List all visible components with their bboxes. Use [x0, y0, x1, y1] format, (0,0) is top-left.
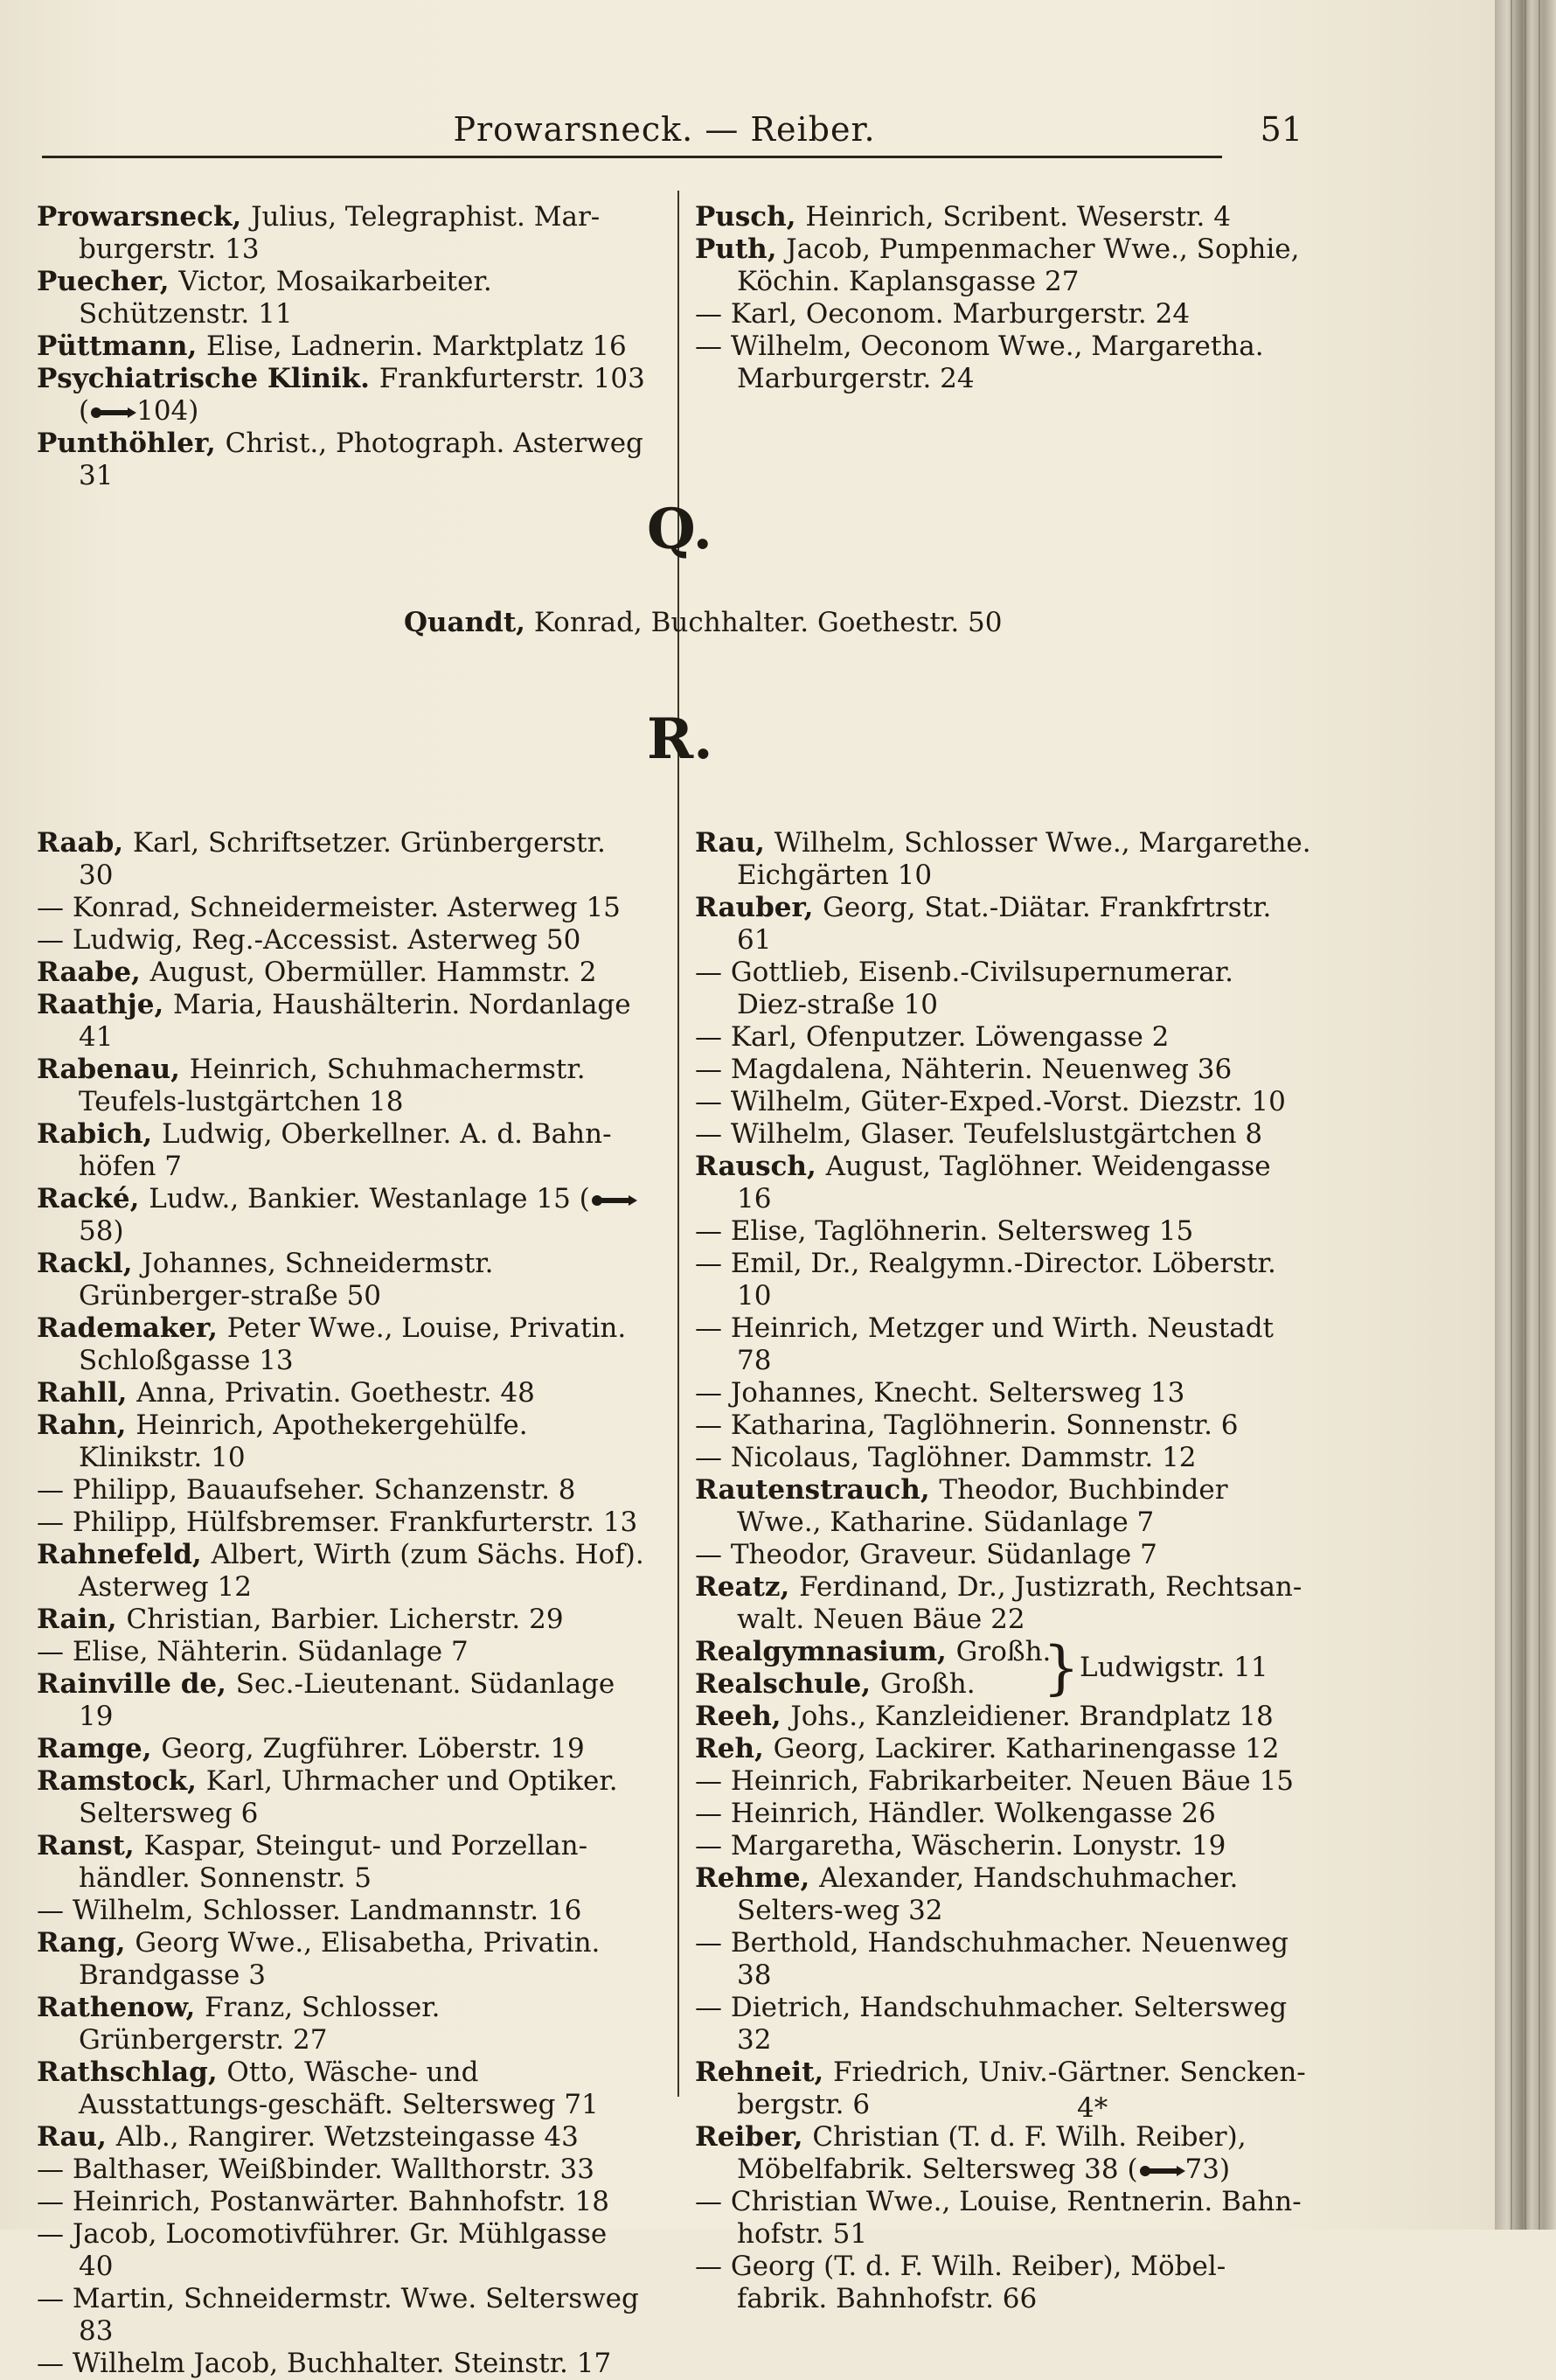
entry-name: Realschule,: [695, 1668, 880, 1700]
directory-entry: [37, 892, 649, 924]
entry-text: — Karl, Ofenputzer. Löwengasse 2: [695, 1021, 1170, 1053]
entry-text: Albert, Wirth (zum Sächs. Hof). Asterweg 12: [79, 1539, 644, 1603]
directory-entry: [37, 1377, 649, 1409]
entry-text: — Nicolaus, Taglöhner. Dammstr. 12: [695, 1442, 1197, 1473]
entry-text: — Theodor, Graveur. Südanlage 7: [695, 1539, 1157, 1570]
entry-text: Julius, Telegraphist. Mar-burgerstr. 13: [79, 201, 601, 265]
directory-entry: [695, 1377, 1311, 1409]
entry-text: Christian (T. d. F. Wilh. Reiber), Möbelfabrik. Seltersweg 38 ( 73): [737, 2121, 1247, 2185]
directory-entry: [695, 957, 1311, 1021]
entry-name: Rauber,: [695, 892, 823, 923]
entry-text: Alexander, Handschuhmacher. Selters-weg 32: [737, 1862, 1239, 1926]
entry-text: Franz, Schlosser. Grünbergerstr. 27: [79, 1992, 441, 2056]
entry-name: Rautenstrauch,: [695, 1474, 940, 1506]
entry-name: Quandt,: [404, 607, 525, 638]
entry-name: Püttmann,: [37, 331, 207, 362]
header-rule: [42, 156, 1222, 158]
directory-entry: [695, 2186, 1311, 2251]
entry-text: Georg Wwe., Elisabetha, Privatin. Brandgasse 3: [79, 1927, 601, 1991]
directory-entry: [695, 1442, 1311, 1474]
directory-entry: [695, 1118, 1311, 1151]
telephone-pointer-icon: [89, 405, 136, 421]
entry-name: Pusch,: [695, 201, 806, 233]
entry-text: — Heinrich, Metzger und Wirth. Neustadt 78: [695, 1312, 1275, 1376]
entry-text: Peter Wwe., Louise, Privatin. Schloßgasse 13: [79, 1312, 627, 1376]
directory-entry: [695, 331, 1311, 395]
entry-name: Rackl,: [37, 1248, 142, 1279]
directory-entry: [37, 1636, 649, 1668]
entry-text: — Balthaser, Weißbinder. Wallthorstr. 33: [37, 2154, 594, 2185]
directory-entry: [695, 1474, 1311, 1539]
directory-entry: [37, 1927, 649, 1992]
entry-name: Rainville de,: [37, 1668, 236, 1700]
entry-text: Heinrich, Schuhmachermstr. Teufels-lustgärtchen 18: [79, 1054, 586, 1117]
entry-text: Friedrich, Univ.-Gärtner. Sencken-bergstr. 6: [737, 2056, 1306, 2120]
entry-name: Rabenau,: [37, 1054, 190, 1085]
left-column-p: [37, 201, 649, 492]
directory-entry: [37, 2056, 649, 2121]
entry-name: Rau,: [695, 827, 775, 859]
entry-text: Theodor, Buchbinder Wwe., Katharine. Südanlage 7: [737, 1474, 1228, 1538]
entry-text: August, Obermüller. Hammstr. 2: [149, 957, 597, 988]
entry-text: Kaspar, Steingut- und Porzellan-händler. Sonnenstr. 5: [79, 1830, 588, 1894]
directory-entry: [37, 1507, 649, 1539]
directory-entry: [695, 1021, 1311, 1054]
entry-text: — Johannes, Knecht. Seltersweg 13: [695, 1377, 1185, 1409]
entry-name: Rahnefeld,: [37, 1539, 212, 1570]
directory-entry: [695, 1830, 1311, 1862]
entry-name: Rabich,: [37, 1118, 163, 1150]
directory-entry: [37, 2154, 649, 2186]
entry-text: Jacob, Pumpenmacher Wwe., Sophie, Köchin. Kaplansgasse 27: [737, 233, 1300, 297]
entry-name: Punthöhler,: [37, 428, 226, 459]
entry-text: — Konrad, Schneidermeister. Asterweg 15: [37, 892, 621, 923]
entry-name: Prowarsneck,: [37, 201, 252, 233]
directory-entry: [695, 1539, 1311, 1571]
directory-entry: [695, 1409, 1311, 1442]
directory-entry: [695, 892, 1311, 957]
entry-text: — Elise, Taglöhnerin. Seltersweg 15: [695, 1215, 1194, 1247]
telephone-pointer-icon: [1138, 2163, 1185, 2179]
directory-entry: [37, 1604, 649, 1636]
entry-text: — Heinrich, Händler. Wolkengasse 26: [695, 1798, 1216, 1829]
entry-name: Rau,: [37, 2121, 116, 2153]
entry-text: Elise, Ladnerin. Marktplatz 16: [206, 331, 627, 362]
signature-mark: 4*: [1077, 2092, 1108, 2124]
entry-name: Realgymnasium,: [695, 1636, 956, 1667]
entry-text: Christ., Photograph. Asterweg 31: [79, 428, 643, 491]
section-letter-r: R.: [647, 706, 713, 772]
directory-entry: [37, 1183, 649, 1248]
entry-name: Racké,: [37, 1183, 149, 1214]
brace-icon: }: [1043, 1634, 1080, 1701]
entry-text: August, Taglöhner. Weidengasse 16: [737, 1151, 1271, 1214]
directory-entry: [695, 1312, 1311, 1377]
entry-name: Rademaker,: [37, 1312, 227, 1344]
directory-entry: [695, 2056, 1311, 2121]
directory-entry: [695, 827, 1311, 892]
entry-name: Reatz,: [695, 1571, 800, 1603]
entry-name: Ranst,: [37, 1830, 144, 1862]
entry-name: Ramstock,: [37, 1765, 206, 1797]
directory-entry: [37, 1895, 649, 1927]
entry-text: Georg, Zugführer. Löberstr. 19: [161, 1733, 585, 1764]
directory-entry: [37, 1248, 649, 1312]
entry-text: — Martin, Schneidermstr. Wwe. Seltersweg 83: [37, 2283, 639, 2347]
entry-text: Georg, Lackirer. Katharinengasse 12: [773, 1733, 1280, 1764]
entry-text: — Wilhelm, Oeconom Wwe., Margaretha. Marburgerstr. 24: [695, 331, 1264, 394]
entry-text: — Gottlieb, Eisenb.-Civilsupernumerar. Diez-straße 10: [695, 957, 1233, 1020]
entry-name: Reeh,: [695, 1701, 791, 1732]
entry-text: Otto, Wäsche- und Ausstattungs-geschäft. Seltersweg 71: [79, 2056, 599, 2120]
directory-entry: [37, 1054, 649, 1118]
directory-entry: [695, 1733, 1311, 1765]
book-gutter: [1495, 0, 1556, 2230]
entry-text: Sec.-Lieutenant. Südanlage 19: [79, 1668, 615, 1732]
entry-text: — Philipp, Bauaufseher. Schanzenstr. 8: [37, 1474, 576, 1506]
entry-name: Raab,: [37, 827, 133, 859]
directory-entry: [37, 2186, 649, 2218]
entry-text: Victor, Mosaikarbeiter. Schützenstr. 11: [79, 266, 492, 330]
directory-entry: [695, 1701, 1311, 1733]
entry-name: Reh,: [695, 1733, 774, 1764]
entry-text: — Elise, Nähterin. Südanlage 7: [37, 1636, 469, 1667]
entry-text: Johs., Kanzleidiener. Brandplatz 18: [790, 1701, 1274, 1732]
section-letter-q: Q.: [647, 497, 712, 562]
entry-text: Heinrich, Scribent. Weserstr. 4: [805, 201, 1231, 233]
directory-entry: [37, 331, 649, 363]
directory-entry: [37, 2121, 649, 2154]
directory-entry: [695, 1151, 1311, 1215]
directory-entry: [37, 1733, 649, 1765]
directory-entry: [37, 201, 649, 266]
entry-text: — Heinrich, Fabrikarbeiter. Neuen Bäue 15: [695, 1765, 1294, 1797]
directory-entry: [695, 1798, 1311, 1830]
directory-entry: [695, 233, 1311, 298]
entry-text: — Georg (T. d. F. Wilh. Reiber), Möbel-fabrik. Bahnhofstr. 66: [695, 2251, 1226, 2314]
entry-text: Karl, Uhrmacher und Optiker. Seltersweg 6: [79, 1765, 618, 1829]
running-title: Prowarsneck. — Reiber.: [453, 110, 876, 149]
directory-entry: [695, 201, 1311, 233]
entry-text: Ludw., Bankier. Westanlage 15 ( 58): [79, 1183, 637, 1247]
entry-name: Rathschlag,: [37, 2056, 227, 2088]
page-header: [35, 103, 1302, 152]
entry-text: — Emil, Dr., Realgymn.-Director. Löberstr. 10: [695, 1248, 1276, 1312]
directory-entry: [695, 1086, 1311, 1118]
entry-name: Rehme,: [695, 1862, 820, 1894]
directory-entry: [37, 1668, 649, 1733]
braced-entries: [695, 1636, 1311, 1701]
entry-name: Rahn,: [37, 1409, 136, 1441]
directory-entry: [37, 989, 649, 1054]
directory-entry: [695, 1248, 1311, 1312]
entry-text: — Wilhelm, Güter-Exped.-Vorst. Diezstr. 10: [695, 1086, 1286, 1117]
directory-entry: [695, 2121, 1311, 2186]
entry-text: — Berthold, Handschuhmacher. Neuenweg 38: [695, 1927, 1289, 1991]
entry-text: Alb., Rangirer. Wetzsteingasse 43: [115, 2121, 579, 2153]
directory-entry: [37, 2283, 649, 2348]
directory-entry: [37, 827, 649, 892]
entry-name: Rausch,: [695, 1151, 826, 1182]
directory-entry: [37, 266, 649, 331]
entry-text: Großh.: [955, 1636, 1052, 1667]
entry-text: — Margaretha, Wäscherin. Lonystr. 19: [695, 1830, 1226, 1862]
entry-text: Großh.: [879, 1668, 976, 1700]
shared-address: Ludwigstr. 11: [1080, 1652, 1268, 1683]
entry-text: Anna, Privatin. Goethestr. 48: [136, 1377, 535, 1409]
page-number: 51: [1260, 110, 1302, 149]
entry-text: Johannes, Schneidermstr. Grünberger-straße 50: [79, 1248, 494, 1312]
directory-entry: [695, 1054, 1311, 1086]
column-divider: [677, 191, 679, 2097]
directory-entry: [695, 1862, 1311, 1927]
entry-name: Reiber,: [695, 2121, 813, 2153]
entry-text: Ludwig, Oberkellner. A. d. Bahn-höfen 7: [79, 1118, 612, 1182]
entry-text: — Katharina, Taglöhnerin. Sonnenstr. 6: [695, 1409, 1239, 1441]
entry-text: — Wilhelm Jacob, Buchhalter. Steinstr. 17: [37, 2348, 612, 2379]
entry-text: — Ludwig, Reg.-Accessist. Asterweg 50: [37, 924, 581, 956]
directory-entry: [37, 1118, 649, 1183]
entry-text: — Karl, Oeconom. Marburgerstr. 24: [695, 298, 1191, 330]
entry-text: Christian, Barbier. Licherstr. 29: [126, 1604, 564, 1635]
directory-entry: [37, 2348, 649, 2380]
entry-name: Rain,: [37, 1604, 127, 1635]
entry-text: — Wilhelm, Schlosser. Landmannstr. 16: [37, 1895, 582, 1926]
entry-name: Rathenow,: [37, 1992, 205, 2023]
entry-text: Frankfurterstr. 103 ( 104): [79, 363, 645, 427]
quandt-entry: [404, 607, 1002, 639]
directory-entry: [695, 1765, 1311, 1798]
directory-entry: [37, 924, 649, 957]
entry-text: Wilhelm, Schlosser Wwe., Margarethe. Eichgärten 10: [737, 827, 1311, 891]
entry-text: — Dietrich, Handschuhmacher. Seltersweg 32: [695, 1992, 1288, 2056]
directory-entry: [37, 1312, 649, 1377]
directory-entry: [37, 1992, 649, 2056]
entry-text: — Christian Wwe., Louise, Rentnerin. Bahn-hofstr. 51: [695, 2186, 1302, 2250]
entry-text: — Jacob, Locomotivführer. Gr. Mühlgasse 40: [37, 2218, 608, 2282]
entry-text: Karl, Schriftsetzer. Grünbergerstr. 30: [79, 827, 606, 891]
directory-entry: [37, 1474, 649, 1507]
entry-text: Ferdinand, Dr., Justizrath, Rechtsan-walt. Neuen Bäue 22: [737, 1571, 1302, 1635]
directory-entry: [695, 1215, 1311, 1248]
directory-entry: [695, 1571, 1311, 1636]
entry-text: Heinrich, Apothekergehülfe. Klinikstr. 10: [79, 1409, 528, 1473]
entry-name: Rahll,: [37, 1377, 137, 1409]
directory-entry: [695, 298, 1311, 331]
directory-entry: [37, 363, 649, 428]
entry-name: Psychiatrische Klinik.: [37, 363, 379, 394]
entry-text: Konrad, Buchhalter. Goethestr. 50: [533, 607, 1003, 638]
entry-name: Puecher,: [37, 266, 179, 297]
entry-name: Rang,: [37, 1927, 135, 1959]
right-column-r: [695, 827, 1311, 2315]
left-column-r: [37, 827, 649, 2380]
right-column-p: [695, 201, 1311, 395]
directory-entry: [695, 2251, 1311, 2315]
entry-text: Maria, Haushälterin. Nordanlage 41: [79, 989, 631, 1053]
entry-name: Raathje,: [37, 989, 174, 1020]
directory-entry: [37, 1409, 649, 1474]
entry-text: — Heinrich, Postanwärter. Bahnhofstr. 18: [37, 2186, 609, 2217]
entry-name: Ramge,: [37, 1733, 162, 1764]
directory-entry: [37, 1539, 649, 1604]
directory-entry: [695, 1992, 1311, 2056]
entry-name: Puth,: [695, 233, 787, 265]
directory-entry: [37, 2218, 649, 2283]
entry-text: — Wilhelm, Glaser. Teufelslustgärtchen 8: [695, 1118, 1263, 1150]
entry-text: Georg, Stat.-Diätar. Frankfrtrstr. 61: [737, 892, 1272, 956]
directory-entry: [37, 428, 649, 492]
directory-entry: [37, 1765, 649, 1830]
entry-name: Rehneit,: [695, 2056, 833, 2088]
entry-text: — Magdalena, Nähterin. Neuenweg 36: [695, 1054, 1233, 1085]
entry-text: — Philipp, Hülfsbremser. Frankfurterstr. 13: [37, 1507, 638, 1538]
directory-entry: [37, 957, 649, 989]
entry-name: Raabe,: [37, 957, 150, 988]
directory-entry: [37, 1830, 649, 1895]
directory-entry: [695, 1927, 1311, 1992]
telephone-pointer-icon: [590, 1193, 637, 1208]
